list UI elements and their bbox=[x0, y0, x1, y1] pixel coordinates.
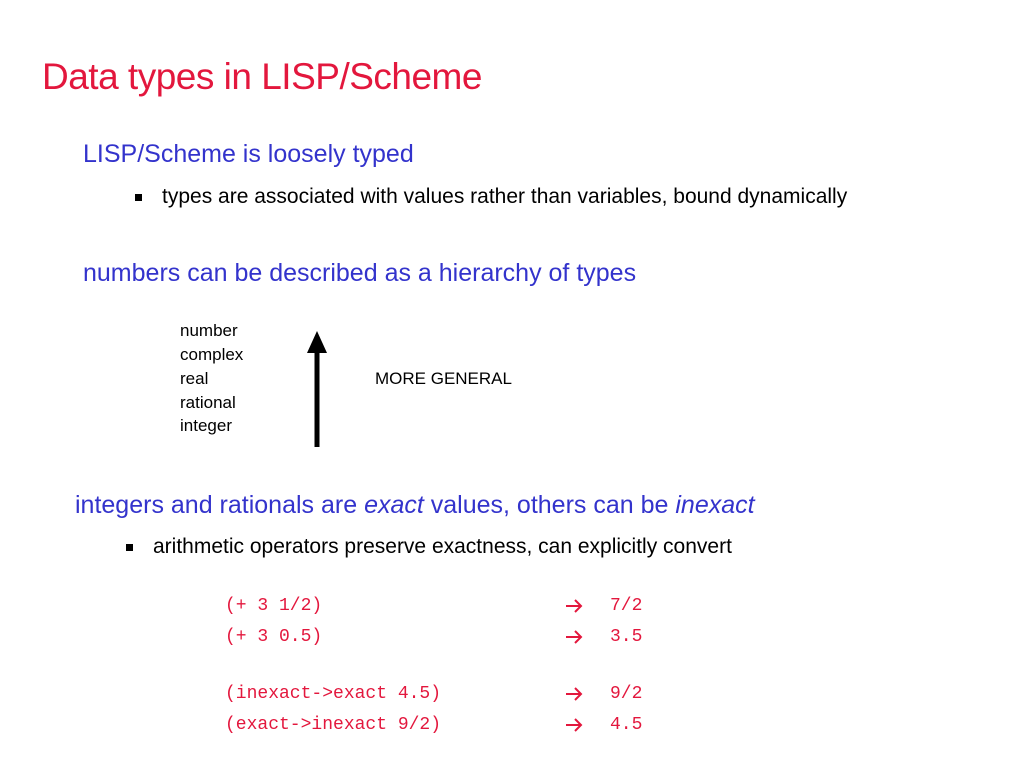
right-arrow-icon bbox=[565, 629, 583, 645]
bullet-types-values: types are associated with values rather than variables, bound dynamically bbox=[162, 185, 848, 208]
hierarchy-item-complex: complex bbox=[180, 345, 244, 364]
right-arrow-icon bbox=[565, 598, 583, 614]
heading-number-hierarchy: numbers can be described as a hierarchy of types bbox=[83, 259, 637, 287]
slide-title: Data types in LISP/Scheme bbox=[42, 56, 482, 97]
up-arrow-icon bbox=[302, 331, 332, 447]
example-result: 3.5 bbox=[610, 627, 643, 647]
hierarchy-item-number: number bbox=[180, 321, 238, 340]
example-expr: (+ 3 0.5) bbox=[225, 627, 323, 647]
example-expr: (exact->inexact 9/2) bbox=[225, 715, 442, 735]
right-arrow-icon bbox=[565, 717, 583, 733]
heading-loosely-typed: LISP/Scheme is loosely typed bbox=[83, 140, 414, 168]
more-general-label: MORE GENERAL bbox=[375, 369, 512, 388]
right-arrow-icon bbox=[565, 686, 583, 702]
square-bullet-icon bbox=[126, 544, 133, 551]
example-expr: (+ 3 1/2) bbox=[225, 596, 323, 616]
hierarchy-item-integer: integer bbox=[180, 416, 232, 435]
heading-exact-word: exact bbox=[364, 491, 424, 519]
square-bullet-icon bbox=[135, 194, 142, 201]
example-result: 7/2 bbox=[610, 596, 643, 616]
bullet-arithmetic-operators: arithmetic operators preserve exactness, can explicitly convert bbox=[153, 535, 732, 558]
example-result: 9/2 bbox=[610, 684, 643, 704]
example-result: 4.5 bbox=[610, 715, 643, 735]
heading-inexact-word: inexact bbox=[675, 491, 755, 519]
hierarchy-item-rational: rational bbox=[180, 393, 236, 412]
hierarchy-item-real: real bbox=[180, 369, 209, 388]
heading-exactness-part1: integers and rationals are bbox=[75, 491, 365, 519]
heading-exactness-part2: values, others can be bbox=[423, 491, 676, 519]
heading-exactness bbox=[75, 491, 755, 520]
example-expr: (inexact->exact 4.5) bbox=[225, 684, 442, 704]
